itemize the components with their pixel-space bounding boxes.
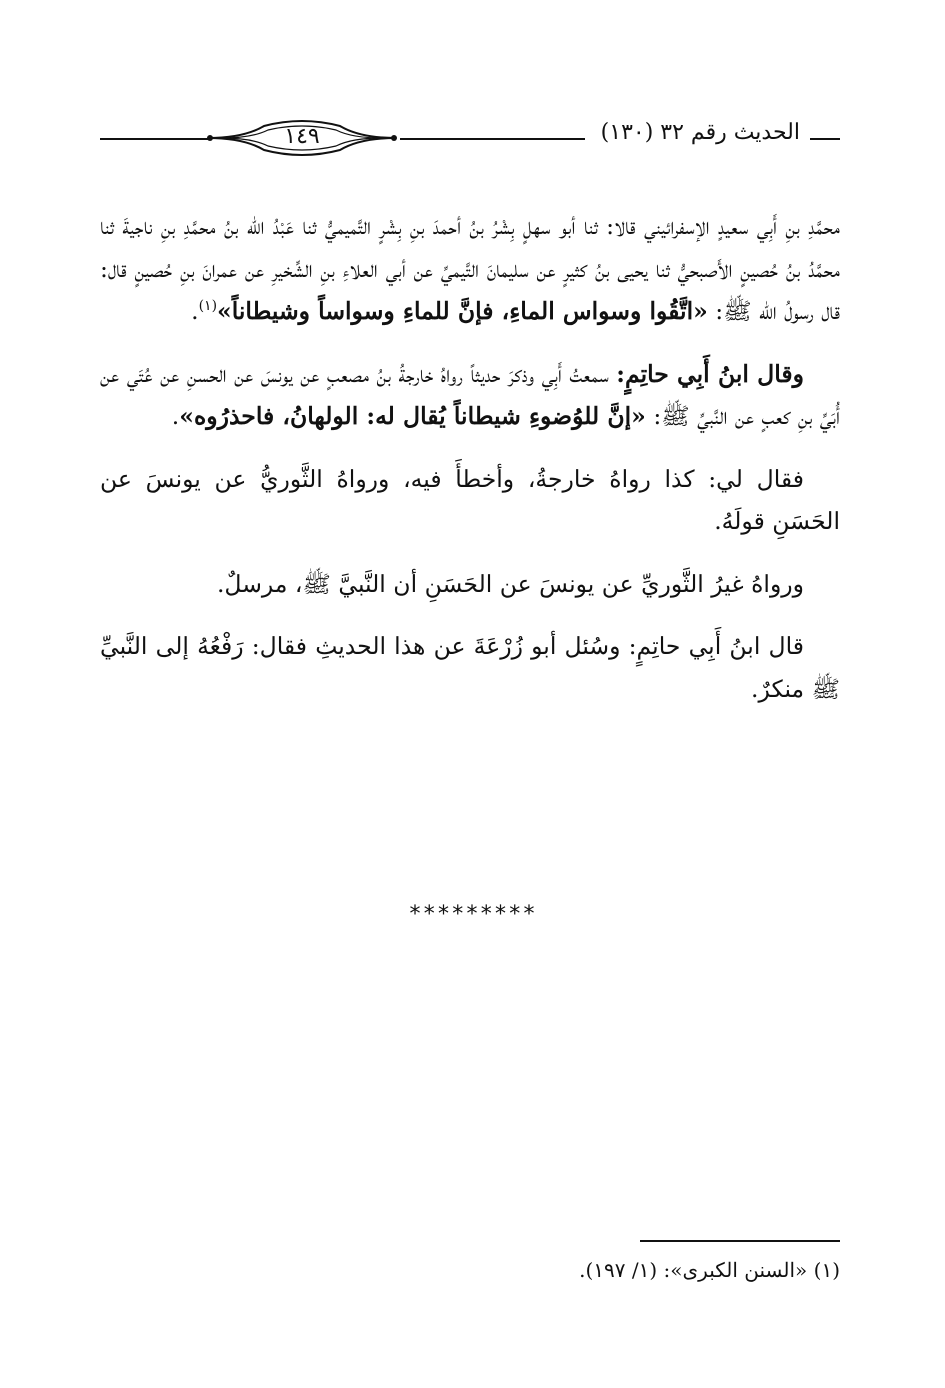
paragraph-1-end: . — [191, 297, 199, 325]
paragraph-5: قال ابنُ أَبِي حاتِمٍ: وسُئل أبو زُرْعَةَ عن هذا الحديثِ فقال: رَفْعُهُ إلى النَّبيِّ ﷺ منكرٌ. — [100, 632, 840, 703]
paragraph-4: ورواهُ غيرُ الثَّوريِّ عن يونسَ عن الحَسَنِ أن النَّبيَّ ﷺ، مرسلٌ. — [216, 569, 804, 598]
paragraph-2-text: سمعتُ أَبِي وذكرَ حديثاً رواهُ خارجةُ بنُ مصعبٍ عن يونسَ عن الحسنِ عن عُتَي عن أُبَيِّ بنِ كعبٍ عن النَّبيِّ ﷺ: — [100, 359, 840, 430]
footnote-ref-1: (١) — [198, 298, 218, 315]
footnote-1: (١) «السنن الكبرى»: (١/ ١٩٧). — [579, 1258, 840, 1282]
paragraph-1-text: محمَّدِ بنِ أَبِي سعيدٍ الإسفرائيني قالا: ثنا أبو سهلٍ بِشْرُ بنُ أحمدَ بنِ بِشْرٍ التَّميميُّ ثنا عَبْدُ الله بنُ محمَّدِ بنِ ناجيةَ ثنا محمَّدُ بنُ حُصينٍ الأَصبحيُّ ثنا يحيى بنُ كثيرٍ عن سليمانَ التَّيميِّ عن أبي العلاءِ بنِ الشِّخيرِ عن عمرانَ بنِ حُصينٍ قال: قال رسولُ الله ﷺ: — [100, 212, 840, 325]
hadith-quote-2: «إنَّ للوُضوءِ شيطاناً يُقال له: الولهانُ، فاحذرُوه» — [179, 402, 646, 430]
paragraph-2-end: . — [171, 402, 180, 430]
header-rule-left — [100, 138, 210, 140]
page-header — [100, 118, 840, 158]
header-rule-right — [810, 138, 840, 140]
paragraph-3: فقال لي: كذا رواهُ خارجةُ، وأخطأَ فيه، ورواهُ الثَّوريُّ عن يونسَ عن الحَسَنِ قولَهُ. — [100, 464, 840, 535]
footnote-rule — [640, 1240, 840, 1242]
running-title: الحديث رقم ٣٢ (١٣٠) — [600, 120, 800, 145]
paragraph-1 — [100, 205, 840, 333]
paragraph-2-lead: وقال ابنُ أَبِي حاتِمٍ: — [616, 359, 804, 388]
section-separator: ********* — [408, 902, 537, 927]
page-number-ornament — [204, 118, 400, 158]
paragraph-2 — [100, 353, 840, 438]
main-text — [100, 205, 840, 730]
header-rule-middle — [400, 138, 585, 140]
hadith-quote-1: «اتَّقُوا وسواس الماءِ، فإنَّ للماءِ وسواساً وشيطاناً» — [217, 297, 708, 325]
page-number: ١٤٩ — [284, 124, 320, 149]
